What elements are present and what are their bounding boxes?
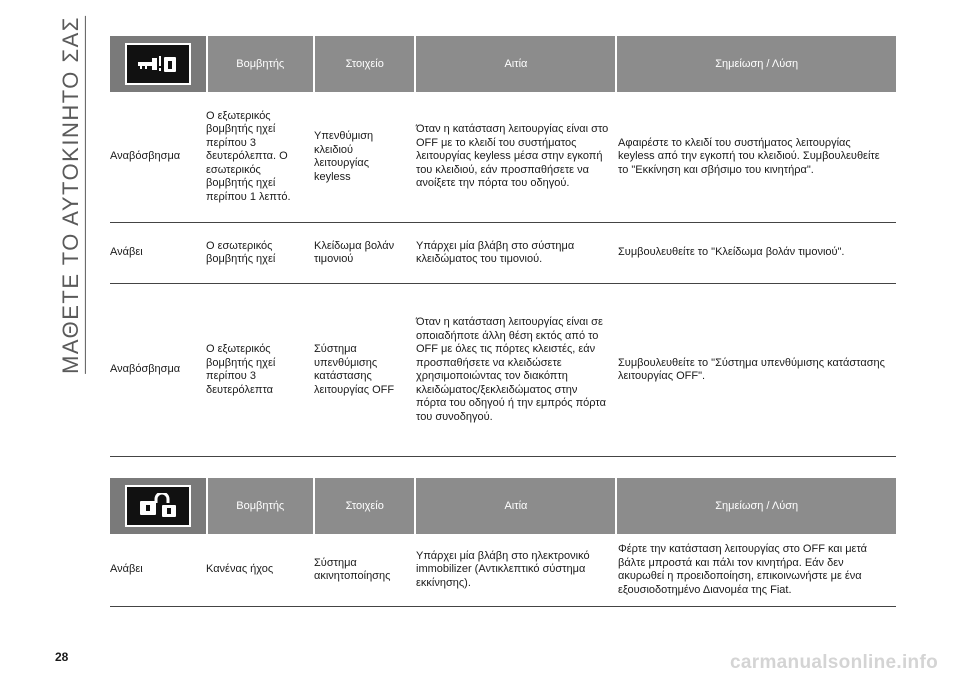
signal-cell: Ανάβει <box>110 563 143 576</box>
cause-cell: Υπάρχει μία βλάβη στο σύστημα κλειδώματος του τιμονιού. <box>416 239 575 265</box>
header-cause: Αιτία <box>416 36 615 92</box>
signal-cell: Αναβόσβησμα <box>110 150 181 163</box>
table-header <box>110 36 896 92</box>
table-header <box>110 478 896 534</box>
note-cell: Αφαιρέστε το κλειδί του συστήματος λειτουργίας keyless από την εγκοπή του κλειδιού. Συμβουλευθείτε το "Εκκίνηση και σβήσιμο του κινητήρα". <box>618 136 880 176</box>
cause-cell: Υπάρχει μία βλάβη στο ηλεκτρονικό immobilizer (Αντικλεπτικό σύστημα εκκίνησης). <box>416 549 590 589</box>
immobilizer-lock-icon <box>125 485 191 527</box>
buzzer-cell: Κανένας ήχος <box>206 563 274 576</box>
signal-cell: Ανάβει <box>110 246 143 259</box>
table-row <box>110 534 896 607</box>
header-icon-cell <box>110 478 206 534</box>
cause-cell: Όταν η κατάσταση λειτουργίας είναι σε οποιαδήποτε άλλη θέση εκτός από το OFF με όλες τις πόρτες κλειστές, εάν προσπαθήσετε να κλειδώσετε χρησιμοποιώντας τον διακόπτη κλειδώματος/ξεκλειδώματος στην πόρτα του οδηγού ή την εμπρός πόρτα του συνοδηγού. <box>416 316 606 423</box>
buzzer-cell: Ο εξωτερικός βομβητής ηχεί περίπου 3 δευτερόλεπτα <box>206 343 276 396</box>
buzzer-cell: Ο εσωτερικός βομβητής ηχεί <box>206 239 276 265</box>
cause-cell: Όταν η κατάσταση λειτουργίας είναι στο OFF με το κλειδί του συστήματος λειτουργίας keyless μέσα στην εγκοπή του κλειδιού, εάν προσπαθήσετε να ανοίξετε την πόρτα του οδηγού. <box>416 123 609 190</box>
header-note: Σημείωση / Λύση <box>617 478 896 534</box>
item-cell: Σύστημα ακινητοποίησης <box>314 556 391 582</box>
note-cell: Φέρτε την κατάσταση λειτουργίας στο OFF και μετά βάλτε μπροστά και πάλι τον κινητήρα. Εάν δεν ακυρωθεί η προειδοποίηση, επικοινωνήστε με ένα εξουσιοδοτημένο Διανομέα της Fiat. <box>618 543 867 596</box>
header-buzzer: Βομβητής <box>208 478 313 534</box>
header-cause: Αιτία <box>416 478 615 534</box>
item-cell: Κλείδωμα βολάν τιμονιού <box>314 239 395 265</box>
table-row <box>110 284 896 457</box>
header-item: Στοιχείο <box>315 36 414 92</box>
table-row <box>110 223 896 284</box>
side-section-title: ΜΑΘΕΤΕ ΤΟ ΑΥΤΟΚΙΝΗΤΟ ΣΑΣ <box>56 20 88 370</box>
page-number: 28 <box>55 650 69 664</box>
table-row <box>110 92 896 223</box>
item-cell: Σύστημα υπενθύμισης κατάστασης λειτουργίας OFF <box>314 343 395 396</box>
key-warning-icon <box>125 43 191 85</box>
item-cell: Υπενθύμιση κλειδιού λειτουργίας keyless <box>314 130 374 183</box>
note-cell: Συμβουλευθείτε το "Σύστημα υπενθύμισης κατάστασης λειτουργίας OFF". <box>618 356 885 382</box>
warning-table-keyless <box>110 36 896 457</box>
header-icon-cell <box>110 36 206 92</box>
note-cell: Συμβουλευθείτε το "Κλείδωμα βολάν τιμονιού". <box>618 246 845 259</box>
signal-cell: Αναβόσβησμα <box>110 363 181 376</box>
header-note: Σημείωση / Λύση <box>617 36 896 92</box>
warning-table-immobilizer <box>110 478 896 607</box>
header-buzzer: Βομβητής <box>208 36 313 92</box>
header-item: Στοιχείο <box>315 478 414 534</box>
watermark: carmanualsonline.info <box>730 652 938 673</box>
buzzer-cell: Ο εξωτερικός βομβητής ηχεί περίπου 3 δευτερόλεπτα. Ο εσωτερικός βομβητής ηχεί περίπου 1 λεπτό. <box>206 109 291 203</box>
